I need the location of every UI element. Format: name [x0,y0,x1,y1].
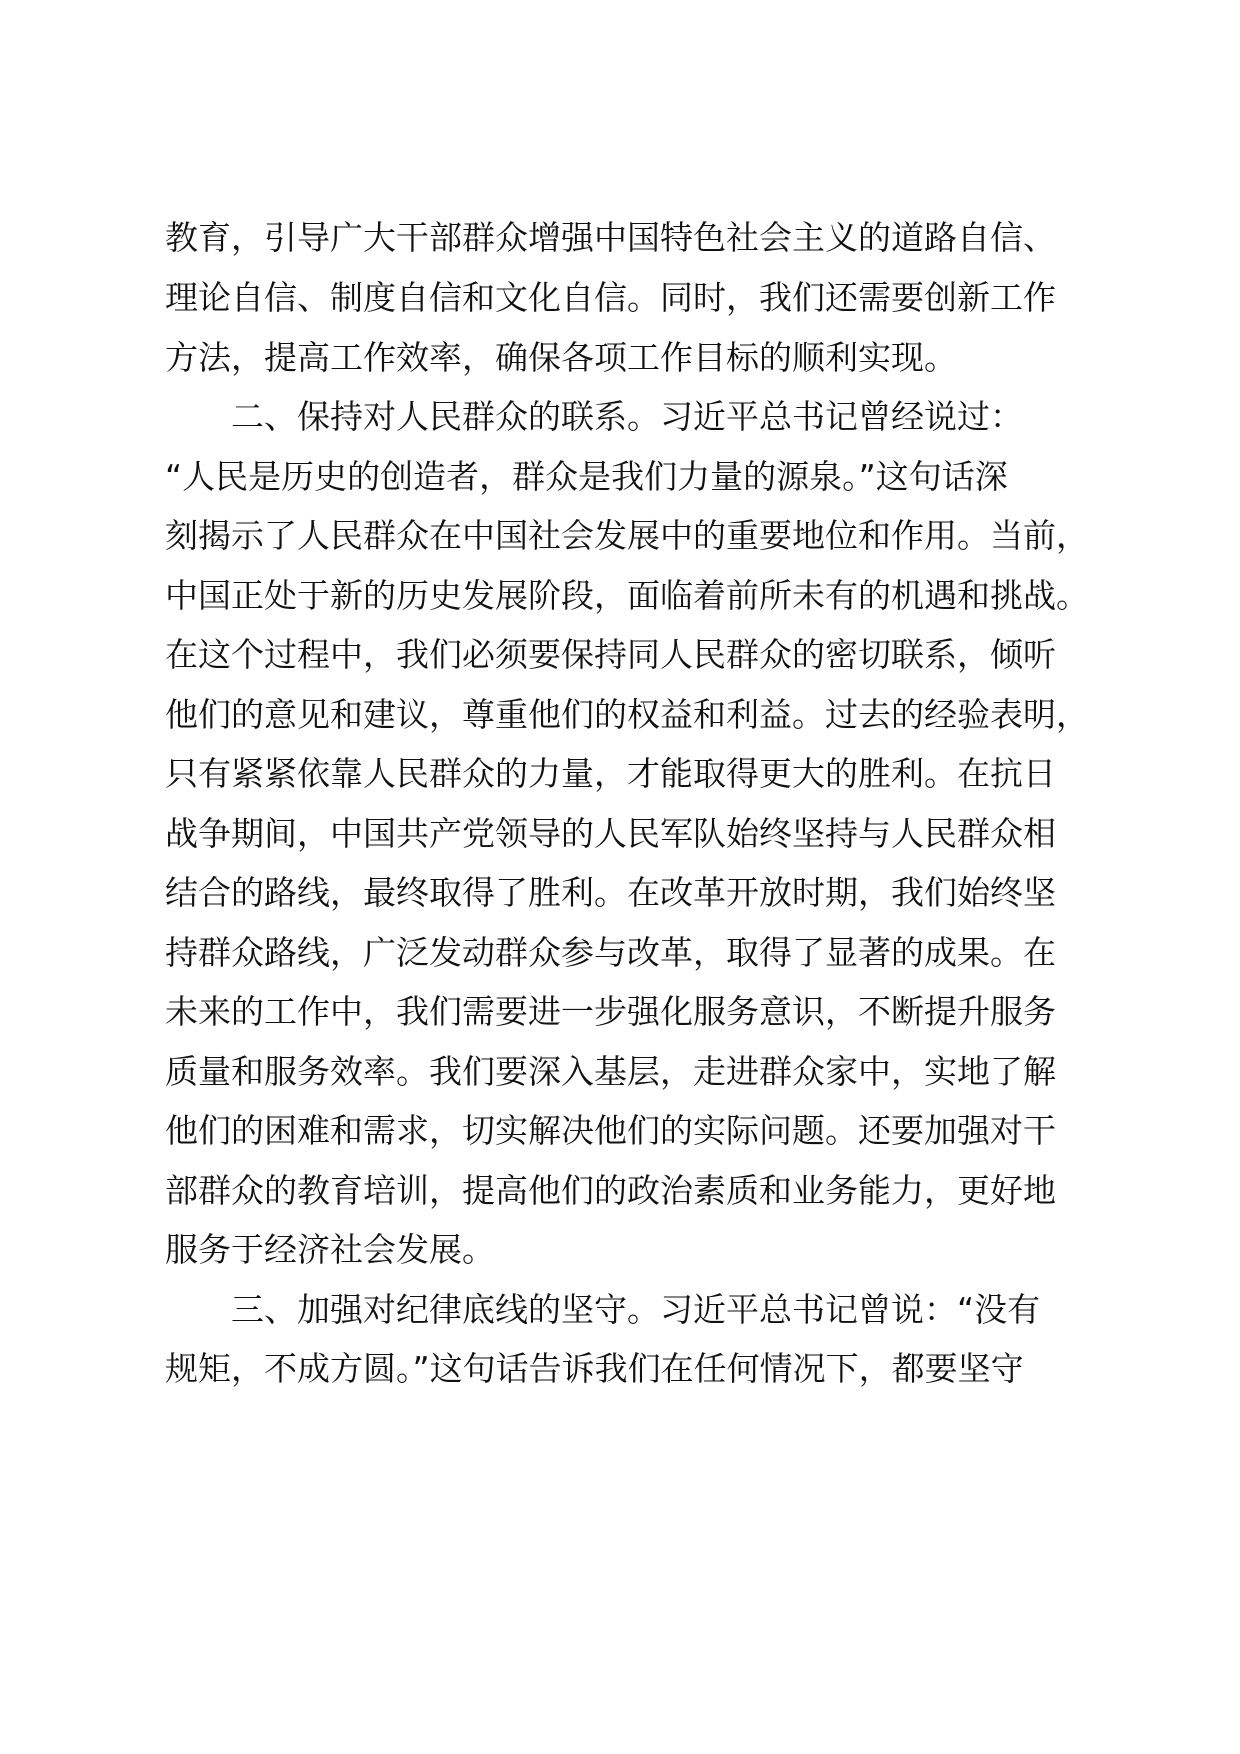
text-line: 教育，引导广大干部群众增强中国特色社会主义的道路自信、 [165,218,1056,257]
text-line: 在这个过程中，我们必须要保持同人民群众的密切联系，倾听 [165,635,1056,674]
text-line: 战争期间，中国共产党领导的人民军队始终坚持与人民群众相 [165,814,1056,853]
text-line: 他们的困难和需求，切实解决他们的实际问题。还要加强对干 [165,1111,1056,1150]
text-line: 质量和服务效率。我们要深入基层，走进群众家中，实地了解 [165,1052,1056,1091]
text-line: 持群众路线，广泛发动群众参与改革，取得了显著的成果。在 [165,933,1056,972]
text-line: 中国正处于新的历史发展阶段，面临着前所未有的机遇和挑战。 [165,576,1089,615]
section-heading-line: 三、加强对纪律底线的坚守。习近平总书记曾说：“没有 [231,1290,1041,1329]
text-line: 结合的路线，最终取得了胜利。在改革开放时期，我们始终坚 [165,873,1056,912]
text-line: 未来的工作中，我们需要进一步强化服务意识，不断提升服务 [165,992,1056,1031]
text-line: 部群众的教育培训，提高他们的政治素质和业务能力，更好地 [165,1171,1056,1210]
text-line: 理论自信、制度自信和文化自信。同时，我们还需要创新工作 [165,278,1056,317]
section-heading-line: 二、保持对人民群众的联系。习近平总书记曾经说过： [231,397,1023,436]
text-line: 他们的意见和建议，尊重他们的权益和利益。过去的经验表明， [165,695,1089,734]
text-line: 服务于经济社会发展。 [165,1230,495,1269]
text-line: 方法，提高工作效率，确保各项工作目标的顺利实现。 [165,338,957,377]
text-line: “人民是历史的创造者，群众是我们力量的源泉。”这句话深 [165,457,1008,496]
text-line: 刻揭示了人民群众在中国社会发展中的重要地位和作用。当前， [165,516,1089,555]
text-line: 规矩，不成方圆。”这句话告诉我们在任何情况下，都要坚守 [165,1349,1024,1388]
text-line: 只有紧紧依靠人民群众的力量，才能取得更大的胜利。在抗日 [165,754,1056,793]
